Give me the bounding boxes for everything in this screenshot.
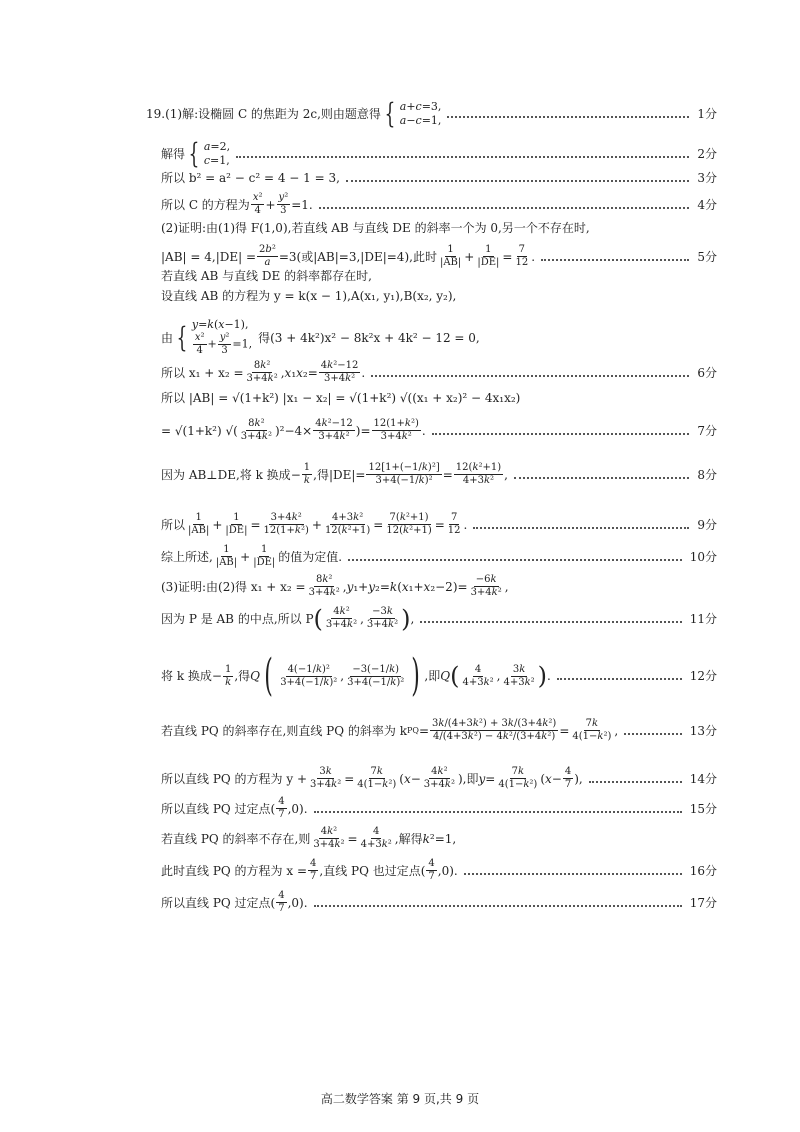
line-text: 设直线 AB 的方程为 y = k(x − 1),A(x₁, y₁),B(x₂, y₂),: [161, 289, 457, 303]
solution-line-4: [161, 192, 717, 217]
line-text: |AB| = 4,|DE| =: [161, 249, 257, 264]
fraction: $\frac{7k}{\text{4(1−k²)}}$: [572, 718, 612, 742]
fraction: $\frac{7k}{\text{4(1−k²)}}$: [357, 766, 397, 790]
score: 9分: [697, 517, 717, 532]
line-content: 综上所述, $\frac{1}{|AB|}$ + $\frac{1}{|DE|}$ 的值为定值.: [161, 544, 343, 568]
eq-c: c=1,: [203, 154, 230, 167]
line-content: 因为 AB⊥DE,将 k 换成 − $\frac{1}{k}$ ,得|DE|= $\frac{\text{12[1+(−1/k)²]}}{\text{3+4(−1/k)²}}$ = $\frac{\text{12(k²+1)}}{\text{4+3k²}}$ ,: [161, 462, 508, 486]
score: 8分: [697, 467, 717, 482]
fraction: $\frac{\text{4(−1/k)²}}{\text{3+4(−1/k)²}}$: [280, 663, 338, 688]
fraction: $\frac{1}{|DE|}$: [477, 244, 500, 268]
line-text: 所以 x₁ + x₂ =: [161, 365, 244, 380]
fraction: $\frac{1}{|AB|}$: [215, 544, 238, 568]
equation-system: [192, 318, 252, 357]
fraction: $\frac{\text{12(1+k²)}}{\text{3+4k²}}$: [373, 418, 419, 442]
solution-line-15: [161, 544, 717, 569]
dot-leader: [236, 156, 689, 158]
fraction: $\frac{1}{|DE|}$: [253, 544, 276, 568]
dot-leader: [589, 781, 682, 783]
fraction: $\frac{4}{7}$: [278, 890, 285, 914]
line-text: (2)证明:由(1)得 F(1,0),若直线 AB 与直线 DE 的斜率一个为 0,另一个不存在时,: [161, 221, 590, 235]
line-content: 所以 $\frac{1}{|AB|}$ + $\frac{1}{|DE|}$ = $\frac{\text{3+4k²}}{\text{12(1+k²)}}$ + $\frac{\text{4+3k²}}{\text{12(k²+1)}}$ = $\frac{\text{7(k²+1)}}{\text{12(k²+1)}}$ = $\frac{7}{12}$ .: [161, 512, 468, 536]
fraction: $\frac{\text{y²}}{3}$: [278, 192, 289, 216]
fraction: $\frac{\text{12(k²+1)}}{\text{4+3k²}}$: [455, 462, 502, 486]
score: 6分: [697, 365, 717, 380]
score: 7分: [697, 423, 717, 438]
line-content: [161, 268, 372, 284]
dot-leader: [557, 678, 682, 680]
line-content: 此时直线 PQ 的方程为 x = $\frac{4}{7}$ ,直线 PQ 也过定点( $\frac{4}{7}$ ,0).: [161, 858, 458, 882]
score: 1分: [697, 107, 717, 121]
fraction: $\frac{\text{4k²}}{\text{3+4k²}}$: [423, 766, 455, 790]
score: 11分: [689, 611, 717, 626]
solution-line-3: [161, 170, 717, 186]
fraction: $\frac{\text{4k²}}{\text{3+4k²}}$: [325, 606, 358, 630]
fraction: $\frac{7k}{\text{4(1−k²)}}$: [498, 766, 538, 790]
fraction: $\frac{\text{8k²}}{\text{3+4k²}}$: [308, 574, 340, 598]
dot-leader: [371, 375, 689, 377]
score: 13分: [689, 723, 717, 738]
solution-line-22: [161, 826, 717, 851]
line-content: [161, 318, 480, 357]
fraction: $\frac{7}{12}$: [515, 244, 529, 268]
line-content: 所以 C 的方程为 $\frac{\text{x²}}{4}$ + $\frac{\text{y²}}{3}$ =1.: [161, 192, 313, 216]
fraction: $\frac{\text{3+4k²}}{\text{12(1+k²)}}$: [263, 512, 309, 536]
line-text: 因为 P 是 AB 的中点,所以 P: [161, 611, 314, 626]
eq-a-plus-c: a+c=3,: [399, 100, 442, 113]
line-content: 将 k 换成 − $\frac{1}{k}$ ,得 Q ( $\frac{\text{4(−1/k)²}}{\text{3+4(−1/k)²}}$ , $\frac{-3(-1/k)}{\text{3+4(−1/k)²}}$ ) ,即 Q ( $\frac{4}{\text{4+3k²}}$ , $\frac{3k}{\text{4+3k²}}$ ) .: [161, 650, 551, 701]
fraction: $\frac{4}{7}$: [428, 858, 435, 882]
page-footer: 高二数学答案 第 9 页,共 9 页: [320, 1092, 480, 1106]
score: 14分: [689, 771, 717, 786]
line-content: [161, 390, 520, 406]
fraction: $\frac{\text{3k/(4+3k²) + 3k/(3+4k²)}}{\text{4/(4+3k²) − 4k²/(3+4k²)}}$: [432, 718, 557, 742]
line-content: 若直线 PQ 的斜率存在,则直线 PQ 的斜率为 k PQ = $\frac{\text{3k/(4+3k²) + 3k/(3+4k²)}}{\text{4/(4+3k²) − 4k²/(3+4k²)}}$ = $\frac{7k}{\text{4(1−k²)}}$ ,: [161, 718, 619, 742]
fraction: $\frac{\text{x²}}{4}$: [194, 332, 205, 356]
left-brace: {: [188, 137, 200, 170]
solution-line-20: [161, 766, 717, 791]
solution-line-11: [161, 390, 717, 406]
line-content: [161, 137, 231, 170]
fraction: $\frac{\text{12[1+(−1/k)²]}}{\text{3+4(−1/k)²}}$: [368, 462, 440, 486]
line-text: 所以: [161, 517, 186, 532]
line-text: 所以直线 PQ 过定点: [161, 895, 271, 910]
fraction: $\frac{\text{8k²}}{\text{3+4k²}}$: [240, 418, 272, 442]
line-text: 若直线 PQ 的斜率存在,则直线 PQ 的斜率为 k: [161, 723, 407, 738]
line-content: [161, 288, 456, 304]
line-content: 所以直线 PQ 过定点 ( $\frac{4}{7}$ ,0).: [161, 890, 308, 914]
fraction: $\frac{4}{\text{4+3k²}}$: [462, 663, 494, 688]
line-text: 所以 |AB| = √(1+k²) |x₁ − x₂| = √(1+k²) √((x₁ + x₂)² − 4x₁x₂): [161, 391, 521, 405]
left-paren: (: [313, 604, 323, 633]
left-paren: (: [450, 662, 460, 690]
solution-line-1: [146, 97, 717, 130]
line-content: 因为 P 是 AB 的中点,所以 P ( $\frac{\text{4k²}}{\text{3+4k²}}$ , $\frac{-3k}{\text{3+4k²}}$ ) ,: [161, 604, 415, 633]
score: 3分: [697, 171, 717, 185]
line-content: 所以直线 PQ 的方程为 y + $\frac{3k}{\text{3+4k²}}$ = $\frac{7k}{\text{4(1−k²)}}$ ( x − $\frac{\text{4k²}}{\text{3+4k²}}$ ),即 y = $\frac{7k}{\text{4(1−k²)}}$ ( x − $\frac{4}{7}$ ),: [161, 766, 583, 790]
left-paren: (: [264, 650, 273, 701]
dot-leader: [346, 180, 689, 182]
solution-line-16: [161, 574, 717, 599]
solution-line-2: [161, 137, 717, 170]
prefix-you: 由: [161, 330, 174, 345]
line-content: [161, 220, 590, 236]
score: 12分: [689, 669, 717, 683]
dot-leader: [348, 559, 682, 561]
fraction: $\frac{\text{4k²}}{\text{3+4k²}}$: [313, 826, 345, 850]
line-content: = √(1+k²) √( $\frac{\text{8k²}}{\text{3+4k²}}$ )²−4× $\frac{\text{4k²−12}}{\text{3+4k²}}$ )= $\frac{\text{12(1+k²)}}{\text{3+4k²}}$ .: [161, 418, 426, 442]
score: 15分: [689, 801, 717, 816]
fraction: $\frac{3k}{\text{3+4k²}}$: [310, 766, 342, 790]
equation-system: [204, 140, 230, 168]
fraction: $\frac{1}{|DE|}$: [225, 512, 248, 536]
eq-a-minus-c: a−c=1,: [399, 114, 442, 127]
fraction: $\frac{1}{k}$: [303, 462, 311, 486]
fraction: $\frac{4}{7}$: [278, 796, 285, 820]
dot-leader: [541, 259, 689, 261]
solution-line-21: [161, 796, 717, 821]
line-text: 19.(1)解:设椭圆 C 的焦距为 2c,则由题意得: [146, 107, 381, 121]
fraction: $\frac{4}{7}$: [564, 766, 572, 790]
fraction: $\frac{\text{4+3k²}}{\text{12(k²+1)}}$: [324, 512, 371, 536]
line-content: 所以 x₁ + x₂ = $\frac{\text{8k²}}{\text{3+4k²}}$ , x ₁ x ₂= $\frac{\text{4k²−12}}{\text{3+4k²}}$ .: [161, 360, 366, 384]
fraction: $\frac{\text{x²}}{4}$: [252, 192, 263, 216]
line-content: [161, 170, 340, 186]
line-text: 若直线 PQ 的斜率不存在,则: [161, 831, 311, 846]
score: 17分: [689, 895, 717, 910]
line-content: 所以直线 PQ 过定点 ( $\frac{4}{7}$ ,0).: [161, 796, 308, 820]
fraction: $\frac{\text{y²}}{3}$: [219, 332, 230, 356]
dot-leader: [314, 905, 682, 907]
line-text: 所以 C 的方程为: [161, 197, 250, 212]
score: 10分: [689, 549, 717, 564]
solution-line-19: [161, 718, 717, 743]
line-text: 得(3 + 4k²)x² − 8k²x + 4k² − 12 = 0,: [258, 330, 480, 345]
line-text: 所以直线 PQ 过定点: [161, 801, 271, 816]
eq-ellipse: $\frac{\text{x²}}{4}$ + $\frac{\text{y²}}{3}$ =1,: [194, 332, 253, 356]
dot-leader: [447, 116, 689, 118]
fraction: $\frac{4}{7}$: [310, 858, 317, 882]
fraction: $\frac{-3k}{\text{3+4k²}}$: [366, 606, 399, 630]
eq-a: a=2,: [203, 140, 231, 153]
fraction: $\frac{7}{12}$: [447, 512, 461, 536]
equation-system: [400, 100, 442, 128]
fraction: $\frac{-3(-1/k)}{\text{3+4(−1/k)²}}$: [347, 663, 405, 688]
solution-line-6: [161, 244, 717, 269]
line-text: (3)证明:由(2)得 x₁ + x₂ =: [161, 579, 306, 594]
fraction: $\frac{\text{4k²−12}}{\text{3+4k²}}$: [315, 418, 353, 442]
solution-line-24: [161, 890, 717, 915]
solution-line-9: [161, 318, 717, 357]
fraction: $\frac{3k}{\text{4+3k²}}$: [503, 663, 535, 688]
line-text: = √(1+k²) √(: [161, 423, 238, 438]
solution-line-23: [161, 858, 717, 883]
line-content: 若直线 PQ 的斜率不存在,则 $\frac{\text{4k²}}{\text{3+4k²}}$ = $\frac{4}{\text{4+3k²}}$ ,解得 k ²=1,: [161, 826, 457, 850]
solution-line-10: [161, 360, 717, 385]
dot-leader: [420, 621, 681, 623]
solution-line-7: [161, 268, 717, 284]
score: 4分: [697, 197, 717, 212]
line-text: 若直线 AB 与直线 DE 的斜率都存在时,: [161, 269, 372, 283]
line-text: 所以 b² = a² − c² = 4 − 1 = 3,: [161, 171, 340, 185]
dot-leader: [464, 873, 682, 875]
line-content: |AB| = 4,|DE| = $\frac{\text{2b²}}{a}$ =3(或|AB|=3,|DE|=4),此时 $\frac{1}{|AB|}$ + $\frac{1}{|DE|}$ = $\frac{7}{12}$ .: [161, 244, 536, 268]
solution-line-14: [161, 512, 717, 537]
line-content: [146, 97, 442, 130]
right-paren: ): [537, 662, 548, 690]
line-text: 所以直线 PQ 的方程为 y +: [161, 771, 308, 786]
right-paren: ): [401, 604, 411, 633]
fraction: $\frac{-6k}{\text{3+4k²}}$: [470, 574, 502, 598]
dot-leader: [624, 733, 682, 735]
eq-line: y=k(x−1),: [191, 318, 249, 331]
fraction: $\frac{1}{|AB|}$: [188, 512, 210, 536]
line-text: 将 k 换成: [161, 669, 212, 683]
line-text: 因为 AB⊥DE,将 k 换成: [161, 467, 291, 482]
score: 2分: [697, 147, 717, 161]
right-paren: ): [411, 650, 421, 701]
fraction: $\frac{\text{2b²}}{a}$: [259, 244, 276, 268]
solution-line-5: [161, 220, 717, 236]
dot-leader: [514, 477, 689, 479]
solution-line-8: [161, 288, 717, 304]
fraction: $\frac{4}{\text{4+3k²}}$: [360, 826, 392, 850]
line-text: 此时直线 PQ 的方程为 x =: [161, 863, 307, 878]
left-brace: {: [384, 97, 396, 130]
fraction: $\frac{\text{8k²}}{\text{3+4k²}}$: [246, 360, 278, 384]
fraction: $\frac{\text{4k²−12}}{\text{3+4k²}}$: [320, 360, 359, 384]
line-text: 解得: [161, 147, 186, 161]
line-text: 综上所述,: [161, 549, 213, 564]
fraction: $\frac{\text{7(k²+1)}}{\text{12(k²+1)}}$: [386, 512, 432, 536]
solution-line-17: [161, 606, 717, 631]
line-content: (3)证明:由(2)得 x₁ + x₂ = $\frac{\text{8k²}}{\text{3+4k²}}$ , y ₁+ y ₂= k ( x ₁+ x ₂−2)= $\frac{-6k}{\text{3+4k²}}$ ,: [161, 574, 509, 598]
score: 5分: [697, 249, 717, 264]
dot-leader: [319, 207, 690, 209]
solution-line-18: [161, 650, 717, 701]
fraction: $\frac{1}{|AB|}$: [439, 244, 462, 268]
fraction: $\frac{1}{k}$: [224, 663, 232, 688]
score: 16分: [689, 863, 717, 878]
dot-leader: [432, 433, 690, 435]
dot-leader: [473, 527, 689, 529]
solution-line-13: [161, 462, 717, 487]
solution-line-12: [161, 418, 717, 443]
left-brace: {: [176, 320, 188, 354]
dot-leader: [314, 811, 682, 813]
